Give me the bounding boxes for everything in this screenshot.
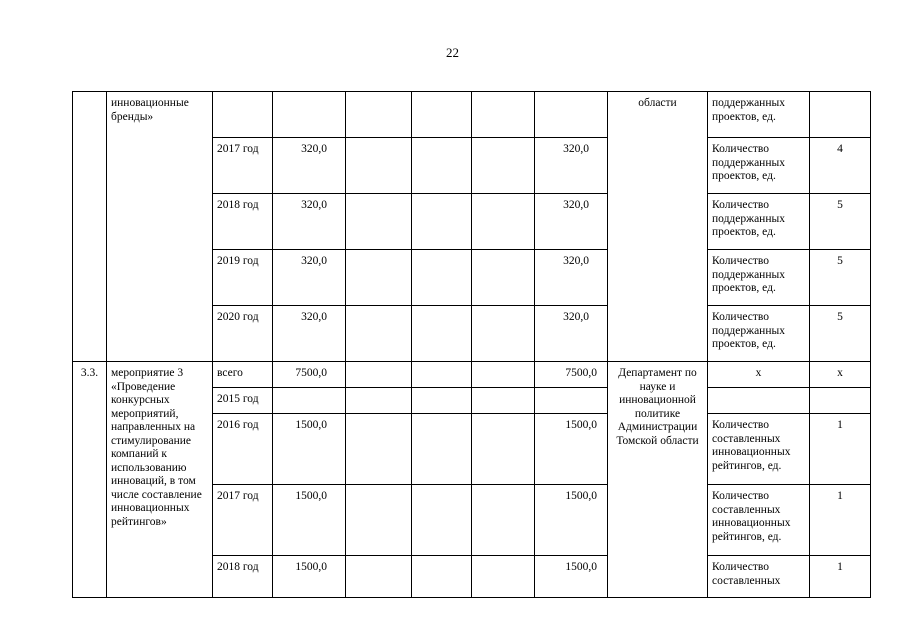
value-cell: 320,0 bbox=[535, 306, 608, 362]
year-cell: 2018 год bbox=[213, 556, 273, 598]
item-number: 3.3. bbox=[73, 362, 107, 598]
year-cell: всего bbox=[213, 362, 273, 388]
indicator-cell: Количество поддержанных проектов, ед. bbox=[708, 138, 810, 194]
year-cell: 2016 год bbox=[213, 414, 273, 485]
indicator-cell: х bbox=[708, 362, 810, 388]
value-cell: 7500,0 bbox=[535, 362, 608, 388]
page-number: 22 bbox=[446, 45, 459, 60]
total-cell: 320,0 bbox=[273, 138, 346, 194]
value-cell bbox=[535, 388, 608, 414]
indicator-value-cell: х bbox=[810, 362, 871, 388]
indicator-cell bbox=[708, 388, 810, 414]
indicator-cell: Количество поддержанных проектов, ед. bbox=[708, 306, 810, 362]
total-cell: 320,0 bbox=[273, 250, 346, 306]
total-cell: 320,0 bbox=[273, 194, 346, 250]
year-cell: 2017 год bbox=[213, 138, 273, 194]
total-cell: 1500,0 bbox=[273, 485, 346, 556]
indicator-cell: Количество составленных инновационных рейтингов, ед. bbox=[708, 485, 810, 556]
indicator-value-cell: 5 bbox=[810, 194, 871, 250]
department-cell: области bbox=[608, 92, 708, 362]
indicator-value-cell: 1 bbox=[810, 414, 871, 485]
value-cell: 1500,0 bbox=[535, 485, 608, 556]
department-cell: Департамент по науке и инновационной политике Администрации Томской области bbox=[608, 362, 708, 598]
indicator-cell: Количество поддержанных проектов, ед. bbox=[708, 194, 810, 250]
indicator-cell: Количество составленных инновационных рейтингов, ед. bbox=[708, 414, 810, 485]
table-row bbox=[73, 362, 871, 388]
total-cell: 7500,0 bbox=[273, 362, 346, 388]
value-cell: 320,0 bbox=[535, 250, 608, 306]
program-table bbox=[72, 91, 871, 598]
table-row bbox=[73, 92, 871, 138]
indicator-value-cell bbox=[810, 388, 871, 414]
total-cell bbox=[273, 388, 346, 414]
total-cell: 320,0 bbox=[273, 306, 346, 362]
indicator-cell: поддержанных проектов, ед. bbox=[708, 92, 810, 138]
year-cell: 2019 год bbox=[213, 250, 273, 306]
year-cell: 2020 год bbox=[213, 306, 273, 362]
name-cell: инновационные бренды» bbox=[107, 92, 213, 362]
total-cell: 1500,0 bbox=[273, 414, 346, 485]
year-cell: 2015 год bbox=[213, 388, 273, 414]
value-cell: 320,0 bbox=[535, 138, 608, 194]
year-cell: 2017 год bbox=[213, 485, 273, 556]
indicator-cell: Количество составленных bbox=[708, 556, 810, 598]
value-cell: 1500,0 bbox=[535, 414, 608, 485]
value-cell: 320,0 bbox=[535, 194, 608, 250]
value-cell: 1500,0 bbox=[535, 556, 608, 598]
indicator-value-cell: 5 bbox=[810, 306, 871, 362]
number-cell-empty bbox=[73, 92, 107, 362]
total-cell bbox=[273, 92, 346, 138]
item-name: мероприятие 3 «Проведение конкурсных мероприятий, направленных на стимулирование компаний к использованию инноваций, в том числе составление инновационных рейтингов» bbox=[107, 362, 213, 598]
indicator-value-cell: 4 bbox=[810, 138, 871, 194]
indicator-cell: Количество поддержанных проектов, ед. bbox=[708, 250, 810, 306]
total-cell: 1500,0 bbox=[273, 556, 346, 598]
indicator-value-cell: 1 bbox=[810, 485, 871, 556]
year-cell: 2018 год bbox=[213, 194, 273, 250]
year-cell bbox=[213, 92, 273, 138]
indicator-value-cell: 1 bbox=[810, 556, 871, 598]
indicator-value-cell: 5 bbox=[810, 250, 871, 306]
